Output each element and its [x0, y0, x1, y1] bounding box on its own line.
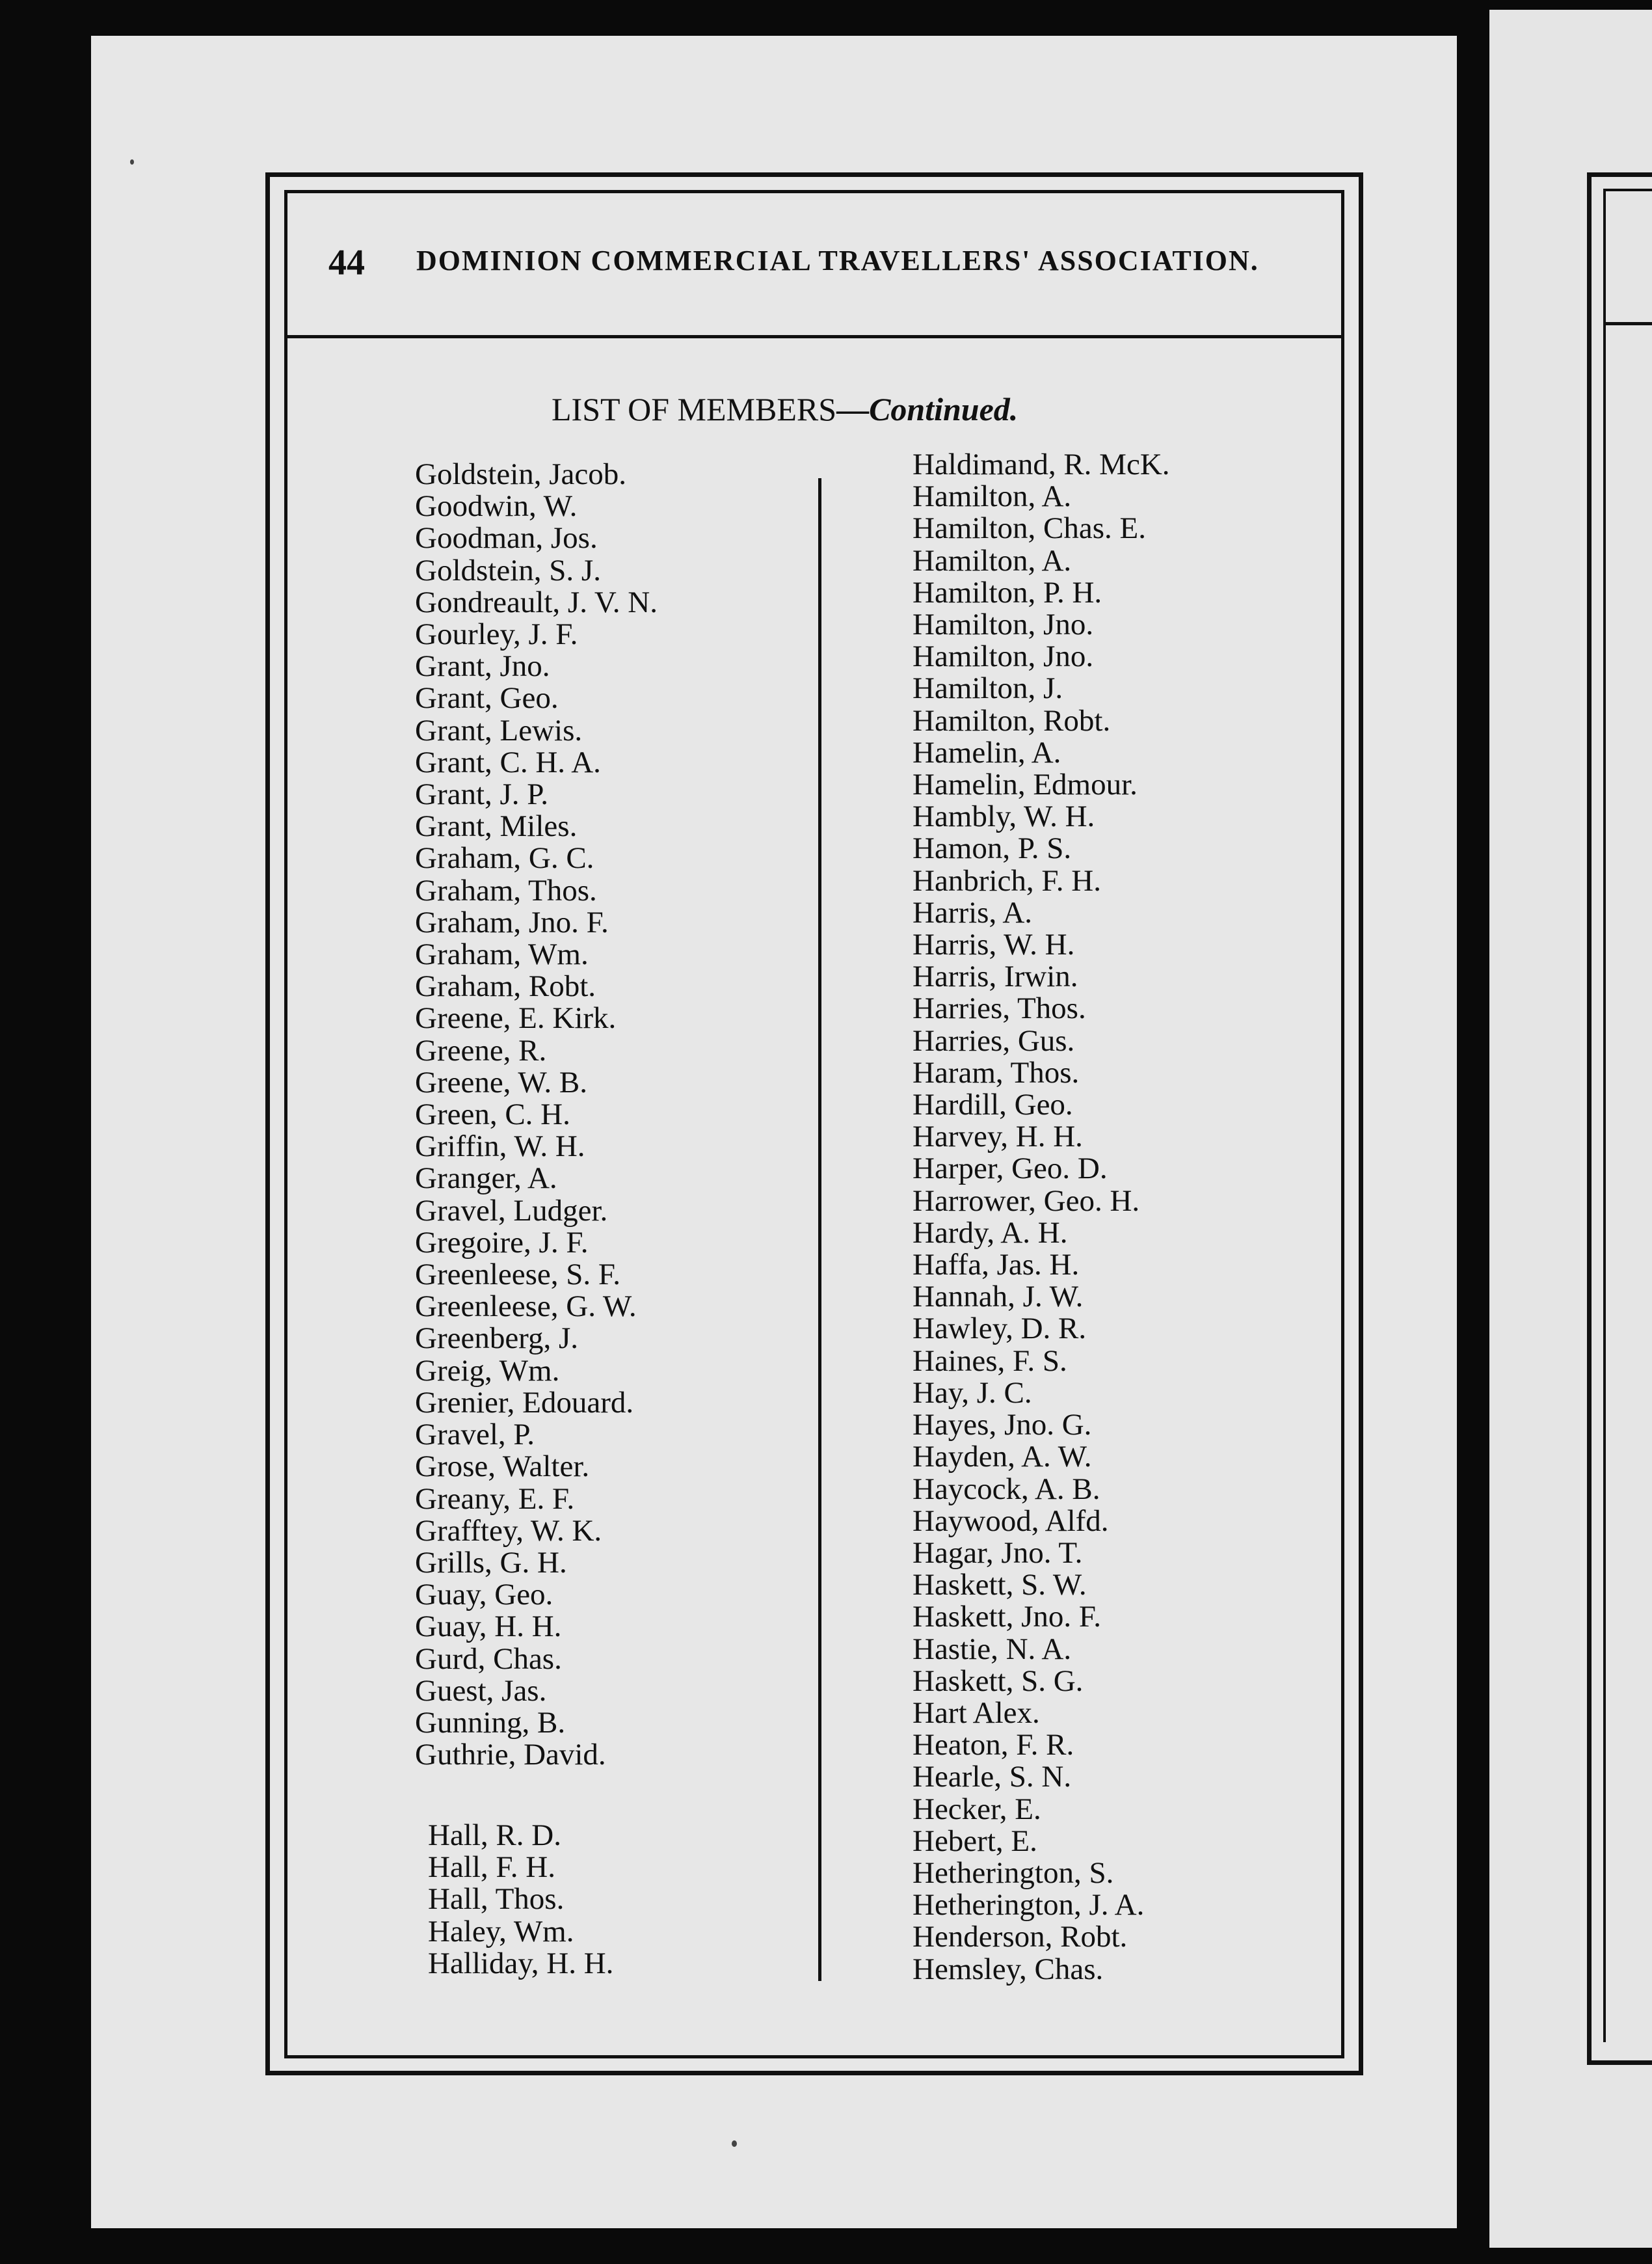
member-name: Hemsley, Chas. — [913, 1952, 1104, 1986]
member-name: Harries, Gus. — [913, 1023, 1075, 1058]
member-name: Greig, Wm. — [415, 1353, 560, 1388]
member-name: Hannah, J. W. — [913, 1280, 1084, 1314]
member-name: Harris, W. H. — [913, 928, 1075, 962]
member-name: Hay, J. C. — [913, 1375, 1032, 1410]
member-name: Harper, Geo. D. — [913, 1152, 1108, 1186]
member-name: Goodman, Jos. — [415, 521, 598, 556]
member-name: Hamon, P. S. — [913, 831, 1072, 866]
member-name: Grant, J. P. — [415, 777, 548, 812]
member-name: Harrower, Geo. H. — [913, 1183, 1140, 1218]
member-name: Hamilton, A. — [913, 543, 1072, 578]
member-name: Griffin, W. H. — [415, 1129, 585, 1164]
member-name: Hamilton, P. H. — [913, 575, 1102, 610]
member-name: Hamilton, Chas. E. — [913, 511, 1146, 546]
member-name: Greenberg, J. — [415, 1321, 579, 1356]
member-name: Graham, Wm. — [415, 937, 589, 972]
member-name: Hall, F. H. — [428, 1850, 555, 1885]
member-name: Haskett, S. G. — [913, 1664, 1084, 1698]
member-name: Harris, A. — [913, 895, 1033, 930]
member-name: Hamelin, A. — [913, 735, 1061, 770]
member-name: Hetherington, J. A. — [913, 1888, 1145, 1922]
member-name: Guay, H. H. — [415, 1610, 562, 1644]
member-name: Heaton, F. R. — [913, 1728, 1074, 1762]
member-name: Hanbrich, F. H. — [913, 863, 1101, 898]
member-name: Haffa, Jas. H. — [913, 1248, 1080, 1282]
member-name: Grafftey, W. K. — [415, 1513, 602, 1548]
member-name: Hart Alex. — [913, 1695, 1040, 1730]
member-name: Grant, Lewis. — [415, 713, 583, 748]
member-name: Grose, Walter. — [415, 1449, 590, 1484]
members-column-right — [913, 449, 1170, 1986]
member-name: Green, C. H. — [415, 1098, 570, 1132]
adjacent-page-inner-frame — [1603, 189, 1652, 2042]
member-name: Grant, Geo. — [415, 681, 559, 716]
member-name: Greene, R. — [415, 1033, 547, 1068]
member-name: Harris, Irwin. — [913, 960, 1078, 994]
member-name: Haycock, A. B. — [913, 1472, 1100, 1506]
member-name: Haldimand, R. McK. — [913, 448, 1170, 481]
member-name: Guay, Geo. — [415, 1578, 553, 1612]
adjacent-page-header-rule — [1603, 322, 1652, 325]
member-name: Haskett, S. W. — [913, 1568, 1087, 1602]
member-name: Goodwin, W. — [415, 489, 578, 524]
member-name: Grenier, Edouard. — [415, 1385, 634, 1420]
member-name: Hayes, Jno. G. — [913, 1408, 1092, 1442]
member-name: Goldstein, Jacob. — [415, 457, 627, 491]
member-name: Grills, G. H. — [415, 1545, 567, 1580]
member-name: Graham, Jno. F. — [415, 905, 609, 939]
member-name: Hayden, A. W. — [913, 1440, 1092, 1474]
member-name: Greenleese, G. W. — [415, 1289, 637, 1324]
member-name: Haskett, Jno. F. — [913, 1600, 1101, 1634]
member-name: Hamilton, J. — [913, 671, 1063, 706]
member-name: Gregoire, J. F. — [415, 1225, 589, 1260]
member-name: Goldstein, S. J. — [415, 553, 601, 587]
member-name: Hamilton, A. — [913, 479, 1072, 514]
member-name: Harries, Thos. — [913, 991, 1086, 1026]
paper-speck — [732, 2140, 737, 2147]
member-name: Grant, Miles. — [415, 809, 578, 844]
member-name: Gravel, Ludger. — [415, 1193, 608, 1228]
member-name: Hamilton, Jno. — [913, 640, 1094, 674]
member-name: Harvey, H. H. — [913, 1120, 1083, 1154]
member-name: Gondreault, J. V. N. — [415, 585, 658, 619]
member-name: Greene, E. Kirk. — [415, 1001, 617, 1036]
member-name: Hardill, Geo. — [913, 1088, 1073, 1122]
member-name: Grant, Jno. — [415, 649, 550, 684]
header-rule — [287, 335, 1341, 338]
member-name: Hambly, W. H. — [913, 800, 1095, 834]
member-name: Guthrie, David. — [415, 1738, 606, 1772]
member-name: Hebert, E. — [913, 1824, 1037, 1858]
member-name: Greenleese, S. F. — [415, 1258, 621, 1292]
member-name: Hawley, D. R. — [913, 1312, 1087, 1346]
member-name: Granger, A. — [415, 1161, 557, 1196]
member-name: Hamelin, Edmour. — [913, 768, 1138, 802]
member-name: Greene, W. B. — [415, 1065, 587, 1099]
member-name: Halliday, H. H. — [428, 1946, 614, 1980]
member-name: Hastie, N. A. — [913, 1632, 1072, 1666]
member-name: Hall, R. D. — [428, 1818, 561, 1852]
list-heading-continued: Continued. — [869, 391, 1019, 427]
member-name: Gurd, Chas. — [415, 1641, 562, 1676]
column-divider — [818, 478, 821, 1981]
running-title: DOMINION COMMERCIAL TRAVELLERS' ASSOCIATION. — [416, 245, 1259, 276]
member-name: Guest, Jas. — [415, 1673, 547, 1708]
member-name: Haines, F. S. — [913, 1343, 1067, 1378]
member-name: Hecker, E. — [913, 1792, 1041, 1826]
member-name: Hamilton, Jno. — [913, 608, 1094, 642]
member-name: Hardy, A. H. — [913, 1215, 1068, 1250]
member-name: Hearle, S. N. — [913, 1760, 1072, 1794]
member-name: Hall, Thos. — [428, 1882, 565, 1917]
list-heading-main: LIST OF MEMBERS — [552, 391, 837, 427]
members-column-left-hall — [428, 1820, 613, 1980]
member-name: Henderson, Robt. — [913, 1920, 1128, 1954]
member-name: Haram, Thos. — [913, 1055, 1080, 1090]
list-heading — [552, 390, 1018, 428]
members-column-left — [415, 459, 658, 1771]
member-name: Haley, Wm. — [428, 1914, 574, 1948]
member-name: Graham, Thos. — [415, 873, 597, 908]
member-name: Gravel, P. — [415, 1418, 535, 1452]
member-name: Graham, Robt. — [415, 969, 596, 1004]
member-name: Greany, E. F. — [415, 1481, 575, 1516]
list-heading-separator: — — [836, 391, 870, 427]
page-number: 44 — [328, 243, 365, 283]
paper-speck — [130, 159, 134, 165]
member-name: Hagar, Jno. T. — [913, 1535, 1083, 1570]
member-name: Graham, G. C. — [415, 841, 594, 876]
member-name: Gunning, B. — [415, 1705, 566, 1740]
member-name: Hetherington, S. — [913, 1855, 1114, 1890]
member-name: Hamilton, Robt. — [913, 703, 1111, 738]
member-name: Haywood, Alfd. — [913, 1503, 1109, 1538]
member-name: Grant, C. H. A. — [415, 745, 601, 779]
member-name: Gourley, J. F. — [415, 617, 578, 652]
